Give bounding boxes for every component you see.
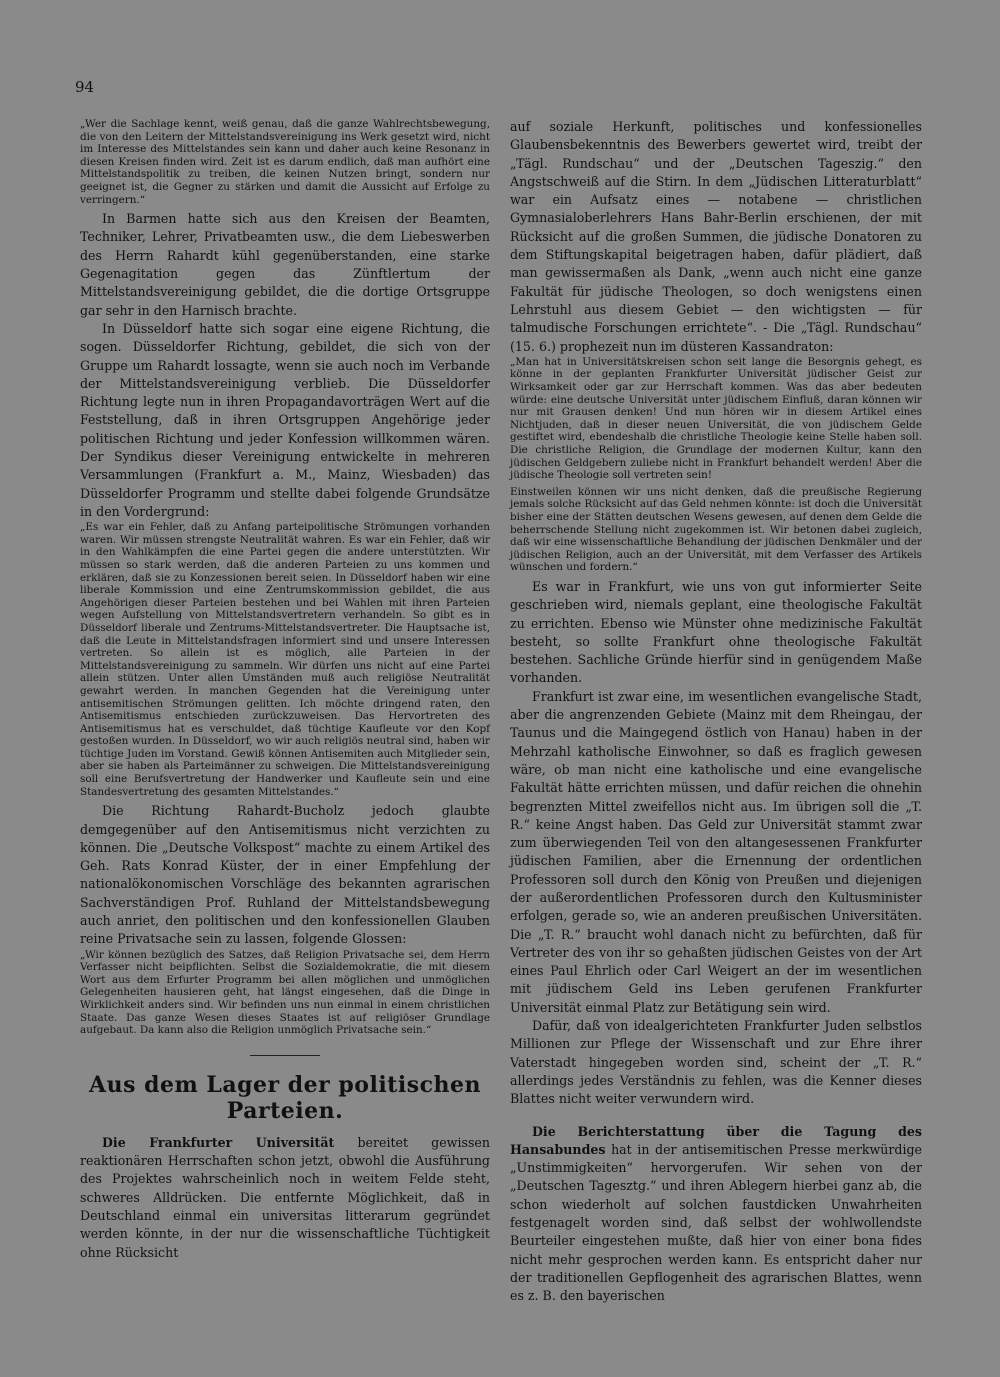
- body-paragraph: Dafür, daß von idealgerichteten Frankfurter Juden selbstlos Millionen zur Pflege der Wissenschaft und zur Ehre ihrer Vaterstadt hingegeben worden sind, scheint der „T. R.“ allerdings jedes Verständnis zu fehlen, was die Kenner dieses Blattes nicht weiter verwundern wird.: [510, 1018, 922, 1107]
- lead-phrase: Die Berichterstattung über die Tagung des Hansabundes: [510, 1123, 922, 1157]
- quote-paragraph: Einstweilen können wir uns nicht denken, daß die preußische Regierung jemals solche Rücksicht auf das Geld nehmen könnte: ist doch die Universität bisher eine der Stätten deutschen Wesens gewesen, auf denen dem Gelde die beherrschende Stellung nicht zugekommen ist. Wir betonen dabei zugleich, daß wir eine wissenschaftliche Behandlung der jüdischen Denkmäler und der jüdischen Religion, auch an der Universität, mit dem Verfasser des Artikels wünschen und fordern.“: [510, 485, 922, 574]
- right-column: [510, 118, 922, 1306]
- quote-paragraph: „Wir können bezüglich des Satzes, daß Religion Privatsache sei, dem Herrn Verfasser nicht beipflichten. Selbst die Sozialdemokratie, die mit diesem Wort aus dem Erfurter Programm bei allen möglichen und unmöglichen Gelegenheiten hausieren geht, hat längst eingesehen, daß die Dinge in Wirklichkeit anders sind. Wir befinden uns nun einmal in einem christlichen Staate. Das ganze Wesen dieses Staates ist auf religiöser Grundlage aufgebaut. Da kann also die Religion unmöglich Privatsache sein.“: [80, 948, 490, 1037]
- body-paragraph: Es war in Frankfurt, wie uns von gut informierter Seite geschrieben wird, niemals geplant, eine theologische Fakultät zu errichten. Ebenso wie Münster ohne medizinische Fakultät besteht, so sollte Frankfurt ohne theologische Fakultät bestehen. Sachliche Gründe hierfür sind in genügendem Maße vorhanden.: [510, 578, 922, 686]
- quote-paragraph: „Wer die Sachlage kennt, weiß genau, daß die ganze Wahlrechtsbewegung, die von den Leitern der Mittelstandsvereinigung ins Werk gesetzt wird, nicht im Interesse des Mittelstandes sein kann und daher auch keine Resonanz in diesen Kreisen finden wird. Zeit ist es darum endlich, daß man aufhört eine Mittelstandspolitik zu treiben, die keinen Nutzen bringt, sondern nur geeignet ist, die Gegner zu stärken und damit die Aussicht auf Erfolge zu verringern.“: [80, 118, 490, 206]
- left-column: [80, 118, 490, 1262]
- body-text: bereitet gewissen reaktionären Herrschaften schon jetzt, obwohl die Ausführung des Projektes wahrscheinlich noch in weitem Felde steht, schweres Alldrücken. Die entfernte Möglichkeit, daß in Deutschland einmal ein universitas litterarum gegründet werden könnte, in der nur die wissenschaftliche Tüchtigkeit ohne Rücksicht: [80, 1134, 490, 1260]
- body-paragraph: [80, 1134, 490, 1262]
- section-heading: Aus dem Lager der politischen Parteien.: [89, 1071, 481, 1124]
- page-number: 94: [75, 78, 95, 96]
- body-paragraph: [510, 1123, 922, 1306]
- body-text: hat in der antisemitischen Presse merkwürdige „Unstimmigkeiten“ hervorgerufen. Wir sehen von der „Deutschen Tagesztg.“ und ihren Ablegern hierbei ganz ab, die schon wiederholt auf solchen faustdicken Unwahrheiten festgenagelt worden sind, daß selbst der wohlwollendste Beurteiler eingestehen mußte, daß hier von einer bona fides nicht mehr gesprochen werden kann. Es entspricht daher nur der traditionellen Gepflogenheit des agrarischen Blattes, wenn es z. B. den bayerischen: [510, 1141, 922, 1304]
- body-paragraph: In Düsseldorf hatte sich sogar eine eigene Richtung, die sogen. Düsseldorfer Richtung, gebildet, die sich von der Gruppe um Rahardt lossagte, wenn sie auch noch im Verbande der Mittelstandsvereinigung verblieb. Die Düsseldorfer Richtung legte nun in ihren Propagandavorträgen Wert auf die Feststellung, daß in ihren Ortsgruppen Angehörige jeder politischen Richtung und jeder Konfession willkommen wären. Der Syndikus dieser Vereinigung entwickelte in mehreren Versammlungen (Frankfurt a. M., Mainz, Wiesbaden) das Düsseldorfer Programm und stellte dabei folgende Grundsätze in den Vordergrund:: [80, 320, 490, 519]
- quote-paragraph: „Man hat in Universitätskreisen schon seit lange die Besorgnis gehegt, es könne in der geplanten Frankfurter Universität jüdischer Geist zur Wirksamkeit oder gar zur Herrschaft kommen. Was das aber bedeuten würde: eine deutsche Universität unter jüdischem Einfluß, daran können wir nur mit Grausen denken! Und nun hören wir in diesem Artikel eines Nichtjuden, daß in dieser neuen Universität, die von jüdischem Gelde gestiftet wird, ebendeshalb die christliche Theologie keine Stelle haben soll. Die christliche Religion, die Grundlage der modernen Kultur, kann den jüdischen Geldgebern zuliebe nicht in Frankfurt behandelt werden! Aber die jüdische Theologie soll vertreten sein!: [510, 355, 922, 482]
- body-paragraph: auf soziale Herkunft, politisches und konfessionelles Glaubensbekenntnis des Bewerbers gewertet wird, treibt der „Tägl. Rundschau“ und der „Deutschen Tageszig.“ den Angstschweiß auf die Stirn. In dem „Jüdischen Litteraturblatt“ war ein Aufsatz eines — notabene — christlichen Gymnasialoberlehrers Hans Bahr-Berlin erschienen, der mit Rücksicht auf die großen Summen, die jüdische Donatoren zu dem Stiftungskapital beigetragen haben, dafür plädiert, daß man gewissermaßen als Dank, „wenn auch nicht eine ganze Fakultät für jüdische Theologen, so doch wenigstens einen Lehrstuhl aus diesem Gebiet — den wichtigsten — für talmudische Forschungen errichtete“. - Die „Tägl. Rundschau“ (15. 6.) prophezeit nun im düsteren Kassandraton:: [510, 119, 922, 354]
- quote-paragraph: „Es war ein Fehler, daß zu Anfang parteipolitische Strömungen vorhanden waren. Wir müssen strengste Neutralität wahren. Es war ein Fehler, daß wir in den Wahlkämpfen die eine Partei gegen die andere unterstützten. Wir müssen so stark werden, daß die anderen Parteien zu uns kommen und erklären, daß sie zu Konzessionen bereit seien. In Düsseldorf haben wir eine liberale Kommission und eine Zentrumskommission gebildet, die aus Angehörigen dieser Parteien bestehen und bei Wahlen mit ihren Parteien wegen Aufstellung von Mittelstandsvertretern verhandeln. So gibt es in Düsseldorf liberale und Zentrums-Mittelstandsvertreter. Die Hauptsache ist, daß die Leute in Mittelstandsfragen informiert sind und unsere Interessen vertreten. So allein ist es möglich, alle Parteien in der Mittelstandsvereinigung zu sammeln. Wir dürfen uns nicht auf eine Partei allein stützen. Unter allen Umständen muß auch religiöse Neutralität gewahrt werden. In manchen Gegenden hat die Vereinigung unter antisemitischen Strömungen gelitten. Ich möchte dringend raten, den Antisemitismus entschieden zurückzuweisen. Das Hervortreten des Antisemitismus hat es verschuldet, daß tüchtige Kaufleute vor den Kopf gestoßen wurden. In Düsseldorf, wo wir auch religiös neutral sind, haben wir tüchtige Juden im Vorstand. Gewiß können Antisemiten auch Mitglieder sein, aber sie haben als Parteimänner zu schweigen. Die Mittelstandsvereinigung soll eine Berufsvertretung der Handwerker und Kaufleute sein und eine Standesvertretung des gesamten Mittelstandes.“: [80, 521, 490, 798]
- body-paragraph: In Barmen hatte sich aus den Kreisen der Beamten, Techniker, Lehrer, Privatbeamten usw., die dem Liebeswerben des Herrn Rahardt kühl gegenüberstanden, eine starke Gegenagitation gegen das Zünftlertum der Mittelstandsvereinigung gebildet, die die dortige Ortsgruppe gar sehr in den Harnisch brachte.: [80, 211, 490, 318]
- body-paragraph: Die Richtung Rahardt-Bucholz jedoch glaubte demgegenüber auf den Antisemitismus nicht verzichten zu können. Die „Deutsche Volkspost“ machte zu einem Artikel des Geh. Rats Konrad Küster, der in einer Empfehlung der nationalökonomischen Vorschläge des bekannten agrarischen Sachverständigen Prof. Ruhland der Mittelstandsbewegung auch anriet, den politischen und den konfessionellen Glauben reine Privatsache sein zu lassen, folgende Glossen:: [80, 803, 490, 947]
- body-paragraph: Frankfurt ist zwar eine, im wesentlichen evangelische Stadt, aber die angrenzenden Gebiete (Mainz mit dem Rheingau, der Taunus und die Maingegend östlich von Hanau) haben in der Mehrzahl katholische Einwohner, so daß es fraglich gewesen wäre, ob man nicht eine katholische und eine evangelische Fakultät hätte errichten müssen, und dafür reichen die ohnehin begrenzten Mittel zweifellos nicht aus. Im übrigen soll die „T. R.“ keine Angst haben. Das Geld zur Universität stammt zwar zum überwiegenden Teil von den altangesessenen Frankfurter jüdischen Familien, aber die Ernennung der ordentlichen Professoren soll durch den König von Preußen und diejenigen der außerordentlichen Professoren durch den Kultusminister erfolgen, gerade so, wie an anderen preußischen Universitäten. Die „T. R.“ braucht wohl danach nicht zu befürchten, daß für Vertreter des von ihr so gehaßten jüdischen Geistes von der Art eines Paul Ehrlich oder Carl Weigert an der im wesentlichen mit jüdischem Geld ins Leben gerufenen Frankfurter Universität einmal Platz zur Betätigung sein wird.: [510, 688, 922, 1015]
- section-divider: [250, 1055, 320, 1056]
- lead-phrase: Die Frankfurter Universität: [102, 1134, 335, 1150]
